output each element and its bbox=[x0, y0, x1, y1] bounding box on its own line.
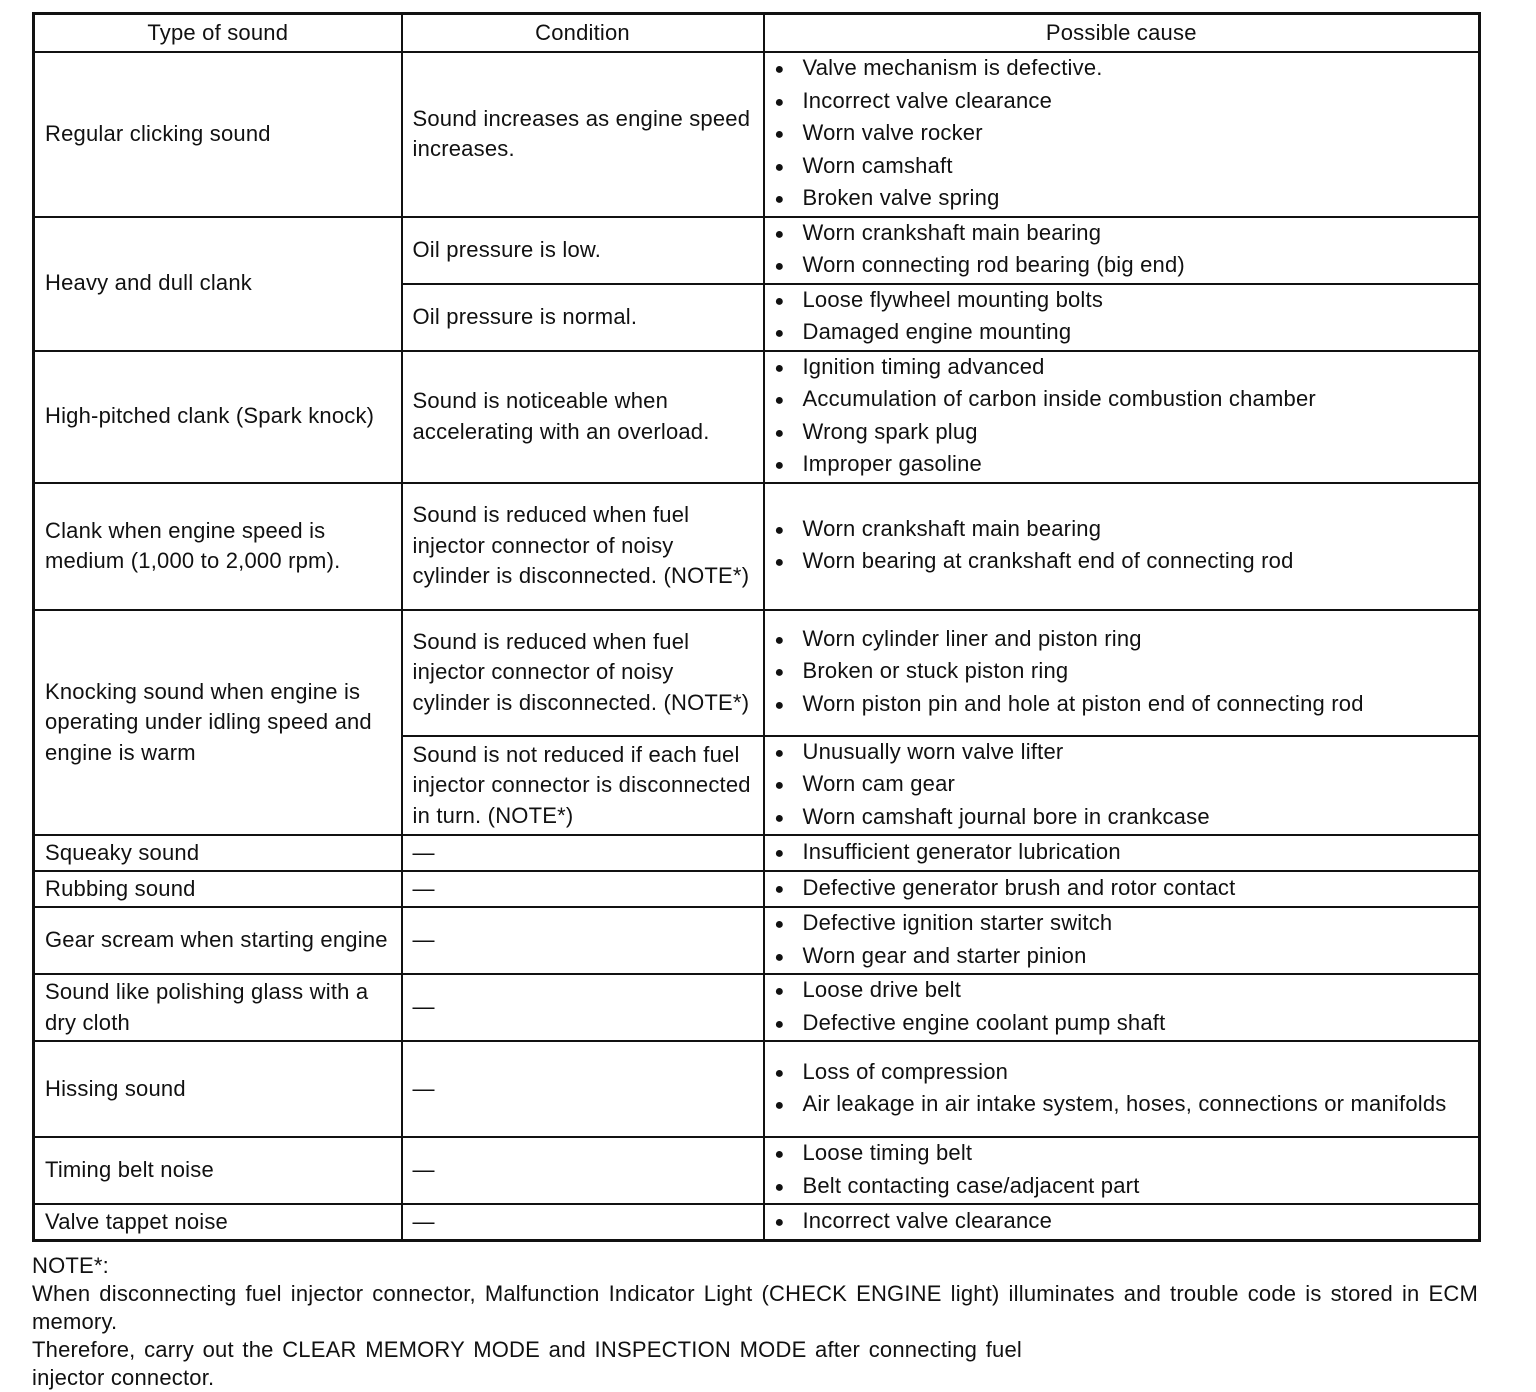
table-row bbox=[34, 974, 1480, 1041]
condition-cell-empty: — bbox=[402, 974, 764, 1041]
table-row bbox=[34, 610, 1480, 736]
sound-type-cell: Hissing sound bbox=[34, 1041, 402, 1137]
sound-type-cell: High-pitched clank (Spark knock) bbox=[34, 351, 402, 483]
cause-item: ● Worn cylinder liner and piston ring bbox=[775, 624, 1471, 657]
engine-noise-table bbox=[32, 12, 1481, 1242]
cause-cell bbox=[764, 907, 1480, 974]
table-row bbox=[34, 871, 1480, 907]
table-row bbox=[34, 1204, 1480, 1240]
cause-item: ● Worn piston pin and hole at piston end of connecting rod bbox=[775, 689, 1471, 722]
cause-item: ● Worn bearing at crankshaft end of connecting rod bbox=[775, 546, 1471, 579]
bullet-icon: ● bbox=[774, 554, 785, 571]
cause-item: ● Defective engine coolant pump shaft bbox=[775, 1008, 1471, 1041]
bullet-icon: ● bbox=[774, 809, 785, 827]
cause-item: ● Defective ignition starter switch bbox=[775, 908, 1471, 941]
cause-item: ● Worn gear and starter pinion bbox=[775, 941, 1471, 974]
sound-type-cell: Heavy and dull clank bbox=[34, 217, 402, 351]
cause-item: ● Ignition timing advanced bbox=[775, 352, 1471, 385]
cause-cell bbox=[764, 974, 1480, 1041]
condition-cell-empty: — bbox=[402, 1204, 764, 1240]
bullet-icon: ● bbox=[774, 880, 785, 898]
bullet-icon: ● bbox=[774, 61, 785, 78]
bullet-icon: ● bbox=[774, 126, 785, 143]
cause-item: ● Air leakage in air intake system, hoses, connections or manifolds bbox=[775, 1089, 1471, 1122]
condition-cell-empty: — bbox=[402, 871, 764, 907]
cause-item: ● Worn camshaft journal bore in crankcase bbox=[775, 802, 1471, 835]
bullet-icon: ● bbox=[774, 158, 785, 176]
cause-cell bbox=[764, 52, 1480, 217]
note-heading: NOTE*: bbox=[32, 1252, 109, 1278]
bullet-icon: ● bbox=[774, 1146, 785, 1163]
cause-item: ● Incorrect valve clearance bbox=[775, 86, 1471, 119]
header-condition: Condition bbox=[402, 14, 764, 53]
sound-type-cell: Clank when engine speed is medium (1,000 to 2,000 rpm). bbox=[34, 483, 402, 610]
bullet-icon: ● bbox=[774, 225, 785, 243]
bullet-icon: ● bbox=[774, 1213, 785, 1231]
cause-item: ● Worn cam gear bbox=[775, 769, 1471, 802]
condition-cell: Sound is noticeable when accelerating with an overload. bbox=[402, 351, 764, 483]
sound-type-cell: Regular clicking sound bbox=[34, 52, 402, 217]
cause-cell bbox=[764, 736, 1480, 836]
header-type-of-sound: Type of sound bbox=[34, 14, 402, 53]
table-row bbox=[34, 907, 1480, 974]
cause-item: ● Worn crankshaft main bearing bbox=[775, 218, 1471, 251]
cause-item: ● Broken valve spring bbox=[775, 183, 1471, 216]
sound-type-cell: Knocking sound when engine is operating under idling speed and engine is warm bbox=[34, 610, 402, 836]
cause-cell bbox=[764, 1204, 1480, 1240]
condition-cell: Sound is reduced when fuel injector connector of noisy cylinder is disconnected. (NOTE*) bbox=[402, 483, 764, 610]
header-possible-cause: Possible cause bbox=[764, 14, 1480, 53]
bullet-icon: ● bbox=[774, 392, 785, 409]
sound-type-cell: Rubbing sound bbox=[34, 871, 402, 907]
table-header-row bbox=[34, 14, 1480, 53]
condition-cell: Oil pressure is low. bbox=[402, 217, 764, 284]
cause-item: ● Loose drive belt bbox=[775, 975, 1471, 1008]
bullet-icon: ● bbox=[774, 948, 785, 966]
condition-cell: Sound is not reduced if each fuel injector connector is disconnected in turn. (NOTE*) bbox=[402, 736, 764, 836]
cause-item: ● Worn crankshaft main bearing bbox=[775, 514, 1471, 547]
table-row bbox=[34, 1137, 1480, 1204]
sound-type-cell: Valve tappet noise bbox=[34, 1204, 402, 1240]
sound-type-cell: Squeaky sound bbox=[34, 835, 402, 871]
condition-cell-empty: — bbox=[402, 907, 764, 974]
cause-cell bbox=[764, 871, 1480, 907]
cause-cell bbox=[764, 483, 1480, 610]
bullet-icon: ● bbox=[774, 631, 785, 649]
bullet-icon: ● bbox=[774, 191, 785, 208]
table-row bbox=[34, 1041, 1480, 1137]
table-row bbox=[34, 217, 1480, 284]
cause-item: ● Worn camshaft bbox=[775, 151, 1471, 184]
bullet-icon: ● bbox=[774, 292, 785, 310]
cause-item: ● Damaged engine mounting bbox=[775, 317, 1471, 350]
condition-cell-empty: — bbox=[402, 1137, 764, 1204]
bullet-icon: ● bbox=[774, 93, 785, 111]
cause-item: ● Wrong spark plug bbox=[775, 417, 1471, 450]
cause-cell bbox=[764, 1041, 1480, 1137]
cause-item: ● Worn valve rocker bbox=[775, 118, 1471, 151]
condition-cell: Sound increases as engine speed increases. bbox=[402, 52, 764, 217]
cause-cell bbox=[764, 1137, 1480, 1204]
cause-cell bbox=[764, 610, 1480, 736]
cause-item: ● Unusually worn valve lifter bbox=[775, 737, 1471, 770]
cause-cell bbox=[764, 284, 1480, 351]
cause-item: ● Improper gasoline bbox=[775, 449, 1471, 482]
cause-item: ● Belt contacting case/adjacent part bbox=[775, 1171, 1471, 1204]
bullet-icon: ● bbox=[774, 359, 785, 377]
bullet-icon: ● bbox=[774, 521, 785, 539]
bullet-icon: ● bbox=[774, 1064, 785, 1082]
bullet-icon: ● bbox=[774, 916, 785, 933]
sound-type-cell: Timing belt noise bbox=[34, 1137, 402, 1204]
footnote bbox=[32, 1252, 1478, 1392]
cause-cell bbox=[764, 351, 1480, 483]
cause-cell bbox=[764, 217, 1480, 284]
cause-item: ● Defective generator brush and rotor contact bbox=[775, 873, 1471, 906]
note-instruction: Therefore, carry out the CLEAR MEMORY MODE and INSPECTION MODE after connecting fuel injector connector. bbox=[32, 1336, 1022, 1390]
note-text: When disconnecting fuel injector connector, Malfunction Indicator Light (CHECK ENGINE light) illuminates and trouble code is stored in ECM memory. bbox=[32, 1280, 1478, 1334]
bullet-icon: ● bbox=[774, 424, 785, 442]
bullet-icon: ● bbox=[774, 664, 785, 682]
bullet-icon: ● bbox=[774, 1097, 785, 1114]
cause-item: ● Accumulation of carbon inside combustion chamber bbox=[775, 384, 1471, 417]
cause-item: ● Loose flywheel mounting bolts bbox=[775, 285, 1471, 318]
bullet-icon: ● bbox=[774, 258, 785, 275]
table-row bbox=[34, 483, 1480, 610]
table-row bbox=[34, 52, 1480, 217]
cause-cell bbox=[764, 835, 1480, 871]
cause-item: ● Loose timing belt bbox=[775, 1138, 1471, 1171]
sound-type-cell: Gear scream when starting engine bbox=[34, 907, 402, 974]
table-row bbox=[34, 835, 1480, 871]
cause-item: ● Broken or stuck piston ring bbox=[775, 656, 1471, 689]
bullet-icon: ● bbox=[774, 744, 785, 762]
bullet-icon: ● bbox=[774, 844, 785, 862]
cause-item: ● Valve mechanism is defective. bbox=[775, 53, 1471, 86]
condition-cell-empty: — bbox=[402, 1041, 764, 1137]
bullet-icon: ● bbox=[774, 457, 785, 474]
bullet-icon: ● bbox=[774, 1178, 785, 1196]
bullet-icon: ● bbox=[774, 325, 785, 342]
cause-item: ● Worn connecting rod bearing (big end) bbox=[775, 250, 1471, 283]
cause-item: ● Loss of compression bbox=[775, 1057, 1471, 1090]
table-row bbox=[34, 351, 1480, 483]
sound-type-cell: Sound like polishing glass with a dry cloth bbox=[34, 974, 402, 1041]
condition-cell: Oil pressure is normal. bbox=[402, 284, 764, 351]
condition-cell-empty: — bbox=[402, 835, 764, 871]
bullet-icon: ● bbox=[774, 1015, 785, 1033]
bullet-icon: ● bbox=[774, 696, 785, 714]
troubleshooting-document bbox=[32, 12, 1478, 1392]
cause-item: ● Insufficient generator lubrication bbox=[775, 837, 1471, 870]
cause-item: ● Incorrect valve clearance bbox=[775, 1206, 1471, 1239]
condition-cell: Sound is reduced when fuel injector connector of noisy cylinder is disconnected. (NOTE*) bbox=[402, 610, 764, 736]
bullet-icon: ● bbox=[774, 777, 785, 794]
bullet-icon: ● bbox=[774, 983, 785, 1000]
